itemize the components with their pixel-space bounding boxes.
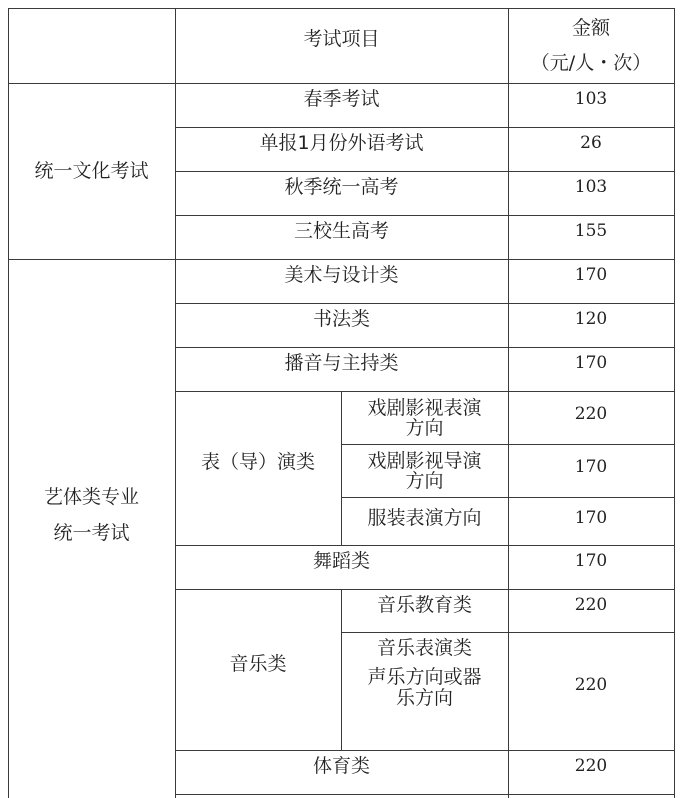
table-border-right [674, 8, 675, 798]
row-name: 秋季统一高考 [284, 176, 399, 198]
row-amount: 170 [574, 265, 608, 285]
row-divider [175, 794, 675, 795]
row-name-line: 戏剧影视导演 [367, 449, 482, 472]
header-item: 考试项目 [303, 28, 380, 50]
row-name: 舞蹈类 [312, 550, 370, 572]
row-name-line: 方向 [405, 416, 444, 439]
row-name-line: 乐方向 [395, 686, 453, 709]
row-amount: 220 [574, 403, 608, 424]
row-amount: 103 [574, 177, 608, 197]
subgroup-music: 音乐类 [229, 653, 287, 675]
row-amount: 170 [574, 508, 608, 528]
row-name: 单报1月份外语考试 [259, 132, 424, 154]
row-name: 音乐教育类 [376, 594, 472, 616]
group-art-sports-exam [8, 470, 175, 560]
row-name-line: 声乐方向或器 [367, 665, 482, 688]
row-amount: 170 [574, 456, 608, 477]
row-name: 美术与设计类 [284, 264, 399, 286]
header-amount-title: 金额 [571, 17, 610, 39]
row-amount: 170 [574, 353, 608, 373]
group-cultural-exam: 统一文化考试 [34, 160, 149, 182]
group-art-line2: 统一考试 [53, 522, 130, 544]
row-name: 服装表演方向 [367, 507, 482, 529]
row-amount: 220 [574, 595, 608, 615]
row-amount: 103 [574, 89, 608, 109]
row-amount: 220 [574, 756, 608, 776]
row-name-line: 方向 [405, 469, 444, 492]
row-amount: 220 [574, 675, 608, 695]
group-art-line1: 艺体类专业 [43, 486, 139, 508]
row-name [341, 444, 508, 497]
row-amount: 155 [574, 221, 608, 241]
header-amount [508, 8, 674, 83]
row-name: 体育类 [312, 755, 370, 777]
subgroup-acting: 表（导）演类 [200, 451, 315, 473]
row-name-line: 音乐表演类 [376, 636, 472, 659]
row-name: 三校生高考 [293, 220, 389, 242]
row-name [341, 628, 508, 718]
row-name-line: 戏剧影视表演 [367, 396, 482, 419]
header-amount-unit: （元/人・次） [530, 52, 652, 74]
row-name: 书法类 [312, 308, 370, 330]
row-name [341, 391, 508, 444]
row-amount: 26 [580, 133, 602, 153]
row-amount: 170 [574, 551, 608, 571]
row-amount: 120 [574, 309, 608, 329]
row-name: 春季考试 [303, 88, 380, 110]
row-name: 播音与主持类 [284, 352, 399, 374]
